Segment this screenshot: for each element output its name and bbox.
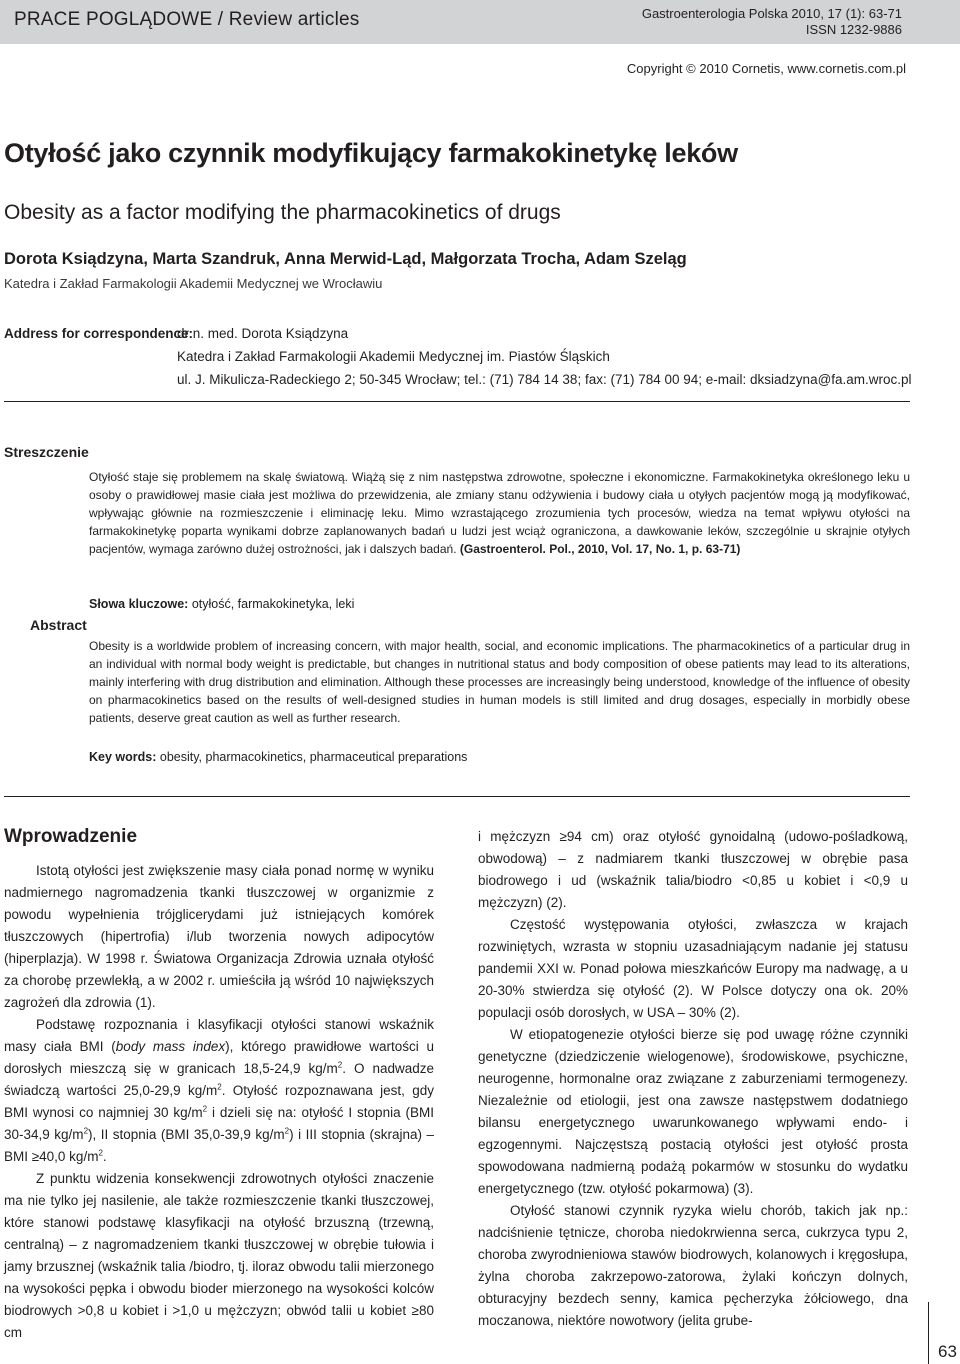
paragraph: Istotą otyłości jest zwiększenie masy ciała ponad normę w wyniku nadmiernego nagromadzenia tkanki tłuszczowej w organizmie z powodu wypełnienia trójglicerydami już istniejących komórek tłuszczowych (hipertrofia) i/lub tworzenia nowych adipocytów (hiperplazja). W 1998 r. Światowa Organizacja Zdrowia uznała otyłość za chorobę przewlekłą, a w 2002 r. umieściła ją wśród 10 największych zagrożeń dla zdrowia (1). [4,863,434,1010]
paragraph-bmi: Podstawę rozpoznania i klasyfikacji otyłości stanowi wskaźnik masy ciała BMI (body mass index), którego prawidłowe wartości u dorosłych mieszczą się w granicach 18,5-24,9 $kg/m^2$. O nadwadze świadczą wartości 25,0-29,9 $kg/m^2$. Otyłość rozpoznawana jest, gdy BMI wynosi co najmniej 30 $kg/m^2$ i dzieli się na: otyłość I stopnia (BMI 30-34,9 $kg/m^2$), II stopnia (BMI 35,0-39,9 $kg/m^2$) i III stopnia (skrajna) – BMI ≥40,0 $kg/m^2$. [4,1017,434,1164]
paragraph: Częstość występowania otyłości, zwłaszcza w krajach rozwiniętych, wzrasta w stopniu uzasadniającym nadanie jej statusu pandemii XXI w. Ponad połowa mieszkańców Europy ma nadwagę, a u 20-30% stwierdza się otyłość (2). W Polsce dotyczy ona ok. 20% populacji osób dorosłych, w USA – 30% (2). [478,917,908,1020]
en-keywords [89,750,467,764]
paragraph: Otyłość stanowi czynnik ryzyka wielu chorób, takich jak np.: nadciśnienie tętnicze, choroba niedokrwienna serca, cukrzyca typu 2, choroba zwyrodnieniowa stawów biodrowych, kolanowych i kręgosłupa, żylna choroba zakrzepowo-zatorowa, żylaki kończyn dolnych, obturacyjny bezdech senny, kamica pęcherzyka żółciowego, dna moczanowa, niektóre nowotwory (jelita grube- [478,1203,908,1328]
paragraph: Z punktu widzenia konsekwencji zdrowotnych otyłości znaczenie ma nie tylko jej nasilenie, ale także rozmieszczenie tkanki tłuszczowej, które stanowi podstawę klasyfikacji na otyłość brzuszną (trzewną, centralną) – z nagromadzeniem tkanki tłuszczowej w obrębie tułowia i jamy brzusznej (wskaźnik talia /biodro, tj. iloraz obwodu talii mierzonego na wysokości pępka i obwodu bioder mierzonego na wysokości kolców biodrowych >0,8 u kobiet i >1,0 u mężczyzn; obwód talii u kobiet ≥80 cm [4,1171,434,1340]
streszczenie-body: Otyłość staje się problemem na skalę światową. Wiążą się z nim następstwa zdrowotne, społeczne i ekonomiczne. Farmakokinetyka określonego leku u osoby o prawidłowej masie ciała jest możliwa do przewidzenia, ale zmiany stanu odżywienia i budowy ciała u otyłych pacjentów mogą ją modyfikować, wpływając głównie na rozmieszczenie i eliminację leku. Mimo wzrastającego zrozumienia tych procesów, wiedza na temat wpływu otyłości na farmakokinetykę poparta wynikami dobrze zaplanowanych badań u ludzi jest wciąż ograniczona, a dawkowanie leków, szczególnie u skrajnie otyłych pacjentów, wymaga zarówno dużej ostrożności, jak i dalszych badań. [89,470,910,556]
divider-body [4,796,910,797]
pl-keywords [89,597,354,611]
paragraph: i mężczyzn ≥94 cm) oraz otyłość gynoidalną (udowo-pośladkową, obwodową) – z nadmiarem tkanki tłuszczowej w obrębie pasa biodrowego i ud (wskaźnik talia/biodro <0,85 u kobiet i <0,9 u mężczyzn) (2). [478,829,908,910]
journal-issn: ISSN 1232-9886 [805,22,902,37]
article-title-pl: Otyłość jako czynnik modyfikujący farmakokinetykę leków [4,138,738,168]
address-line-3: ul. J. Mikulicza-Radeckiego 2; 50-345 Wrocław; tel.: (71) 784 14 38; fax: (71) 784 00 94; e-mail: dksiadzyna@fa.am.wroc.pl [177,372,912,387]
page-number: 63 [938,1342,957,1361]
streszczenie-heading: Streszczenie [4,444,89,460]
affiliation: Katedra i Zakład Farmakologii Akademii Medycznej we Wrocławiu [4,276,383,291]
divider-top [4,401,910,402]
article-title-en: Obesity as a factor modifying the pharmacokinetics of drugs [4,201,561,224]
journal-info [642,6,902,38]
author-list: Dorota Ksiądzyna, Marta Szandruk, Anna Merwid-Ląd, Małgorzata Trocha, Adam Szeląg [4,250,687,268]
journal-citation: Gastroenterologia Polska 2010, 17 (1): 63-71 [641,6,902,21]
citation: (Gastroenterol. Pol., 2010, Vol. 17, No. 1, p. 63-71) [459,542,741,556]
intro-heading: Wprowadzenie [4,826,138,847]
abstract-text: Obesity is a worldwide problem of increasing concern, with major health, social, and economic implications. The pharmacokinetics of a particular drug in an individual with normal body weight is predictable, but changes in nutritional status and body composition of obese patients may lead to its alterations, mainly interfering with drug distribution and elimination. Although these processes are increasingly being understood, knowledge of the influence of obesity on pharmacokinetics based on the results of well-designed studies in human models is still limited and drug dosages, especially in morbidly obese patients, deserve great caution as well as further research. [89,639,910,725]
body-column-right [478,826,908,1332]
en-keywords-label: Key words: [89,750,157,764]
address-line-2: Katedra i Zakład Farmakologii Akademii Medycznej im. Piastów Śląskich [177,349,610,364]
page-number-rule [928,1302,929,1364]
body-column-left [4,860,434,1344]
en-keywords-values: obesity, pharmacokinetics, pharmaceutical preparations [159,750,468,764]
pl-keywords-values: otyłość, farmakokinetyka, leki [191,597,355,611]
abstract-heading: Abstract [30,617,87,633]
copyright-line: Copyright © 2010 Cornetis, www.cornetis.com.pl [626,61,906,76]
section-label: PRACE POGLĄDOWE / Review articles [14,9,360,30]
pl-keywords-label: Słowa kluczowe: [89,597,189,611]
paragraph: W etiopatogenezie otyłości bierze się pod uwagę różne czynniki genetyczne (dziedziczenie wielogenowe), środowiskowe, psychiczne, neurogenne, hormonalne oraz związane z zaburzeniami termogenezy. Niezależnie od etiologii, jest ona zawsze następstwem dodatniego bilansu energetycznego uwarunkowanego wpływami endo- i egzogennymi. Najczęstszą postacią otyłości jest otyłość prosta spowodowana nadmierną podażą pokarmów w stosunku do wydatku energetycznego (tzw. otyłość pokarmowa) (3). [478,1027,908,1196]
address-label: Address for correspondence: [4,326,194,341]
streszczenie-text [89,468,910,558]
address-line-1: dr n. med. Dorota Ksiądzyna [177,326,349,341]
